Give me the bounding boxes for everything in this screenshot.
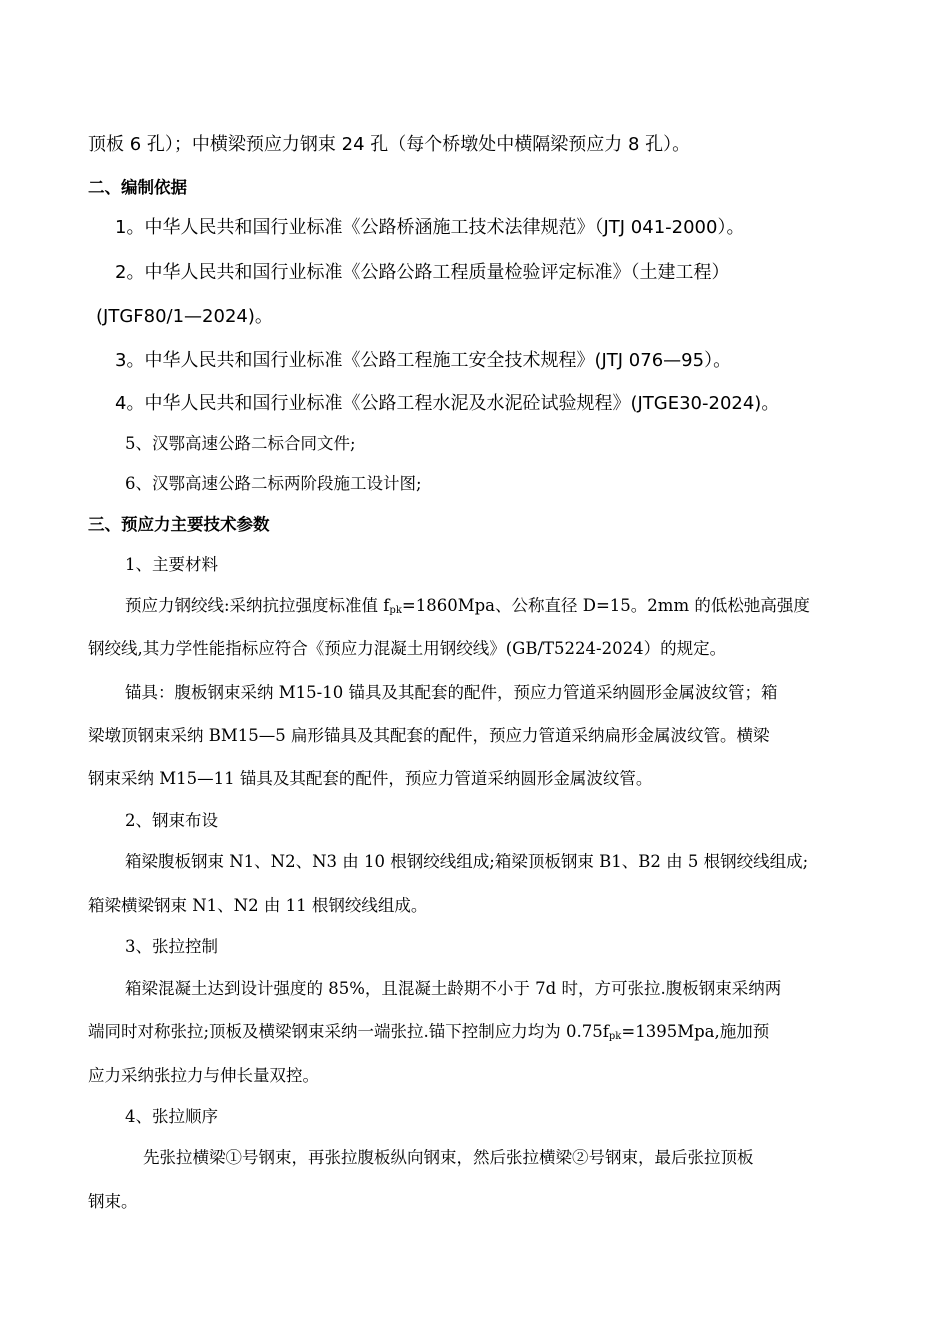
section-2-heading: 二、编制依据 (88, 178, 187, 197)
strand-spec-line-1 (125, 592, 810, 616)
subsection-3-title: 3、张拉控制 (125, 937, 218, 956)
section-3-heading: 三、预应力主要技术参数 (88, 515, 270, 534)
anchor-line-3: 钢束采纳 M15—11 锚具及其配套的配件，预应力管道采纳圆形金属波纹管。 (88, 769, 653, 788)
reference-item-1: 1。中华人民共和国行业标准《公路桥涵施工技术法律规范》（JTJ 041-2000）。 (115, 217, 745, 238)
intro-line: 顶板 6 孔）；中横梁预应力钢束 24 孔（每个桥墩处中横隔梁预应力 8 孔）。 (88, 134, 691, 155)
reference-item-4: 4。中华人民共和国行业标准《公路工程水泥及水泥砼试验规程》(JTGE30-2024)。 (115, 393, 780, 414)
subsection-2-title: 2、钢束布设 (125, 811, 218, 830)
strand-spec-text-b: =1860Mpa、公称直径 D=15。2mm 的低松弛高强度 (401, 596, 810, 615)
reference-item-3: 3。中华人民共和国行业标准《公路工程施工安全技术规程》(JTJ 076—95）。 (115, 350, 732, 371)
anchor-line-2: 梁墩顶钢束采纳 BM15—5 扁形锚具及其配套的配件，预应力管道采纳扁形金属波纹管。横梁 (88, 726, 770, 745)
strand-spec-text-a: 预应力钢绞线:采纳抗拉强度标准值 f (125, 596, 390, 615)
tension-order-line-1: 先张拉横梁①号钢束，再张拉腹板纵向钢束，然后张拉横梁②号钢束，最后张拉顶板 (143, 1148, 754, 1167)
strand-spec-subscript: pk (389, 605, 402, 616)
subsection-4-title: 4、张拉顺序 (125, 1107, 218, 1126)
tension-control-text-b: =1395Mpa,施加预 (621, 1022, 770, 1041)
tension-control-line-1: 箱梁混凝土达到设计强度的 85%，且混凝土龄期不小于 7d 时，方可张拉.腹板钢束采纳两 (125, 979, 782, 998)
tension-order-line-2: 钢束。 (88, 1192, 138, 1211)
reference-item-5: 5、汉鄂高速公路二标合同文件; (125, 434, 356, 453)
tension-control-subscript: pk (608, 1031, 622, 1042)
subsection-1-title: 1、主要材料 (125, 555, 218, 574)
tension-control-line-3: 应力采纳张拉力与伸长量双控。 (88, 1066, 319, 1085)
tension-control-text-a: 端同时对称张拉;顶板及横梁钢束采纳一端张拉.锚下控制应力均为 0.75f (88, 1022, 609, 1041)
anchor-line-1: 锚具：腹板钢束采纳 M15-10 锚具及其配套的配件，预应力管道采纳圆形金属波纹管；箱 (125, 683, 778, 702)
tendon-layout-line-2: 箱梁横梁钢束 N1、N2 由 11 根钢绞线组成。 (88, 896, 428, 915)
reference-item-6: 6、汉鄂高速公路二标两阶段施工设计图; (125, 474, 422, 493)
tension-control-line-2 (88, 1018, 769, 1042)
reference-item-2-cont: (JTGF80/1—2024)。 (96, 306, 273, 327)
reference-item-2: 2。中华人民共和国行业标准《公路公路工程质量检验评定标准》（土建工程） (115, 262, 730, 283)
strand-spec-line-2: 钢绞线,其力学性能指标应符合《预应力混凝土用钢绞线》(GB/T5224-2024）的规定。 (88, 639, 727, 658)
tendon-layout-line-1: 箱梁腹板钢束 N1、N2、N3 由 10 根钢绞线组成;箱梁顶板钢束 B1、B2 由 5 根钢绞线组成; (125, 852, 809, 871)
